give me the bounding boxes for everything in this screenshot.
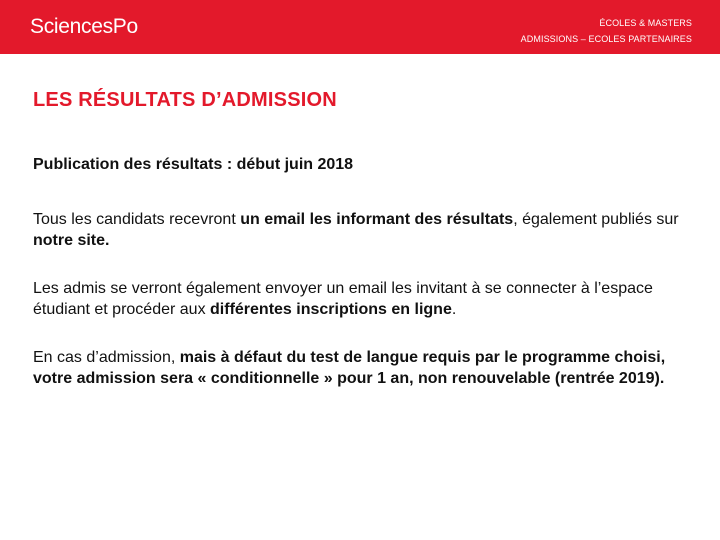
publication-date — [33, 154, 693, 175]
header-section-label — [521, 15, 692, 47]
p3-text-b: mais à défaut du test de langue requis par le programme choisi, votre admission sera « conditionnelle » pour 1 an, non renouvelable (rentrée 2019). — [33, 349, 666, 387]
p2-text-b: différentes inscriptions en ligne — [210, 301, 452, 318]
p2-text-c: . — [451, 301, 457, 318]
p2-text-a: Les admis se verront également envoyer un email les invitant à se connecter à l’espace étudiant et procéder aux — [33, 280, 653, 318]
paragraph-results — [33, 209, 693, 251]
page-title: LES RÉSULTATS D’ADMISSION — [33, 89, 337, 111]
content-body — [33, 154, 693, 416]
paragraph-conditional — [33, 347, 693, 389]
header-bar — [0, 0, 720, 54]
p1-text-b: un email les informant des résultats — [240, 211, 514, 228]
paragraph-admitted — [33, 278, 693, 320]
p3-text-a: En cas d’admission, — [33, 349, 180, 366]
p1-text-a: Tous les candidats recevront — [33, 211, 241, 228]
p1-text-c: , également publiés sur — [513, 211, 679, 228]
publication-text: Publication des résultats : début juin 2018 — [33, 156, 354, 173]
sciencespo-logo: SciencesPo — [30, 15, 138, 38]
p1-text-d: notre site. — [33, 232, 110, 249]
header-line-2: ADMISSIONS – ECOLES PARTENAIRES — [520, 34, 692, 44]
header-line-1: ÉCOLES & MASTERS — [599, 18, 692, 28]
